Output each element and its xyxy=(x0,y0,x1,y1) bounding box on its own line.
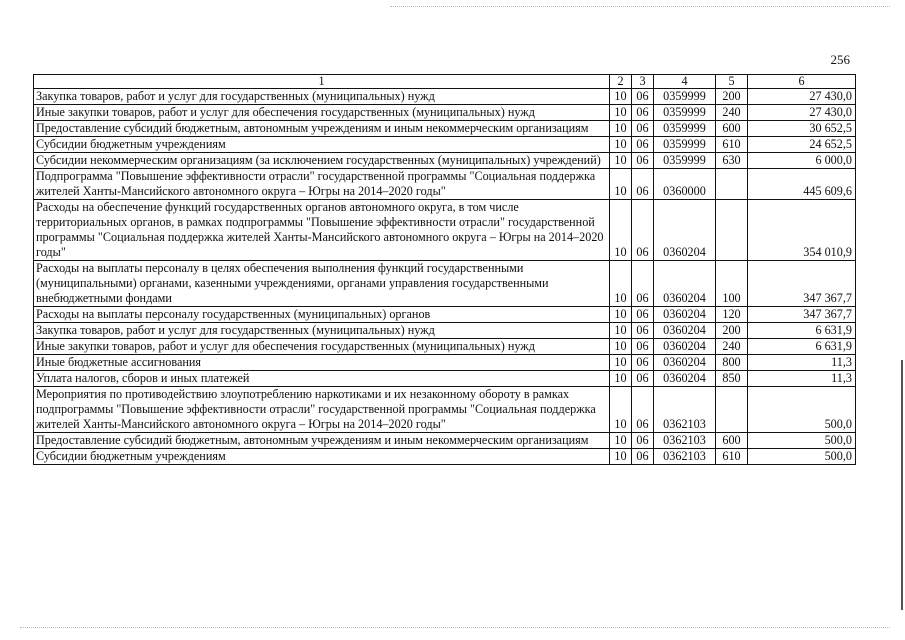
table-row xyxy=(34,449,856,465)
cell-expense-type xyxy=(716,387,748,433)
cell-target-article: 0360204 xyxy=(654,200,716,261)
cell-subsection: 06 xyxy=(632,89,654,105)
cell-amount: 30 652,5 xyxy=(748,121,856,137)
cell-subsection: 06 xyxy=(632,449,654,465)
cell-expense-type: 100 xyxy=(716,261,748,307)
cell-section: 10 xyxy=(610,200,632,261)
cell-subsection: 06 xyxy=(632,323,654,339)
table-row xyxy=(34,339,856,355)
cell-expense-type: 240 xyxy=(716,105,748,121)
cell-expense-type: 610 xyxy=(716,449,748,465)
cell-target-article: 0360204 xyxy=(654,339,716,355)
cell-amount: 354 010,9 xyxy=(748,200,856,261)
cell-section: 10 xyxy=(610,339,632,355)
table-row xyxy=(34,433,856,449)
cell-section: 10 xyxy=(610,89,632,105)
cell-expense-type: 200 xyxy=(716,323,748,339)
column-header: 6 xyxy=(748,75,856,89)
cell-subsection: 06 xyxy=(632,200,654,261)
table-row xyxy=(34,261,856,307)
cell-section: 10 xyxy=(610,307,632,323)
cell-amount: 27 430,0 xyxy=(748,89,856,105)
table-row xyxy=(34,153,856,169)
table-row xyxy=(34,137,856,153)
cell-section: 10 xyxy=(610,323,632,339)
cell-target-article: 0359999 xyxy=(654,153,716,169)
cell-subsection: 06 xyxy=(632,339,654,355)
table-row xyxy=(34,121,856,137)
column-header: 3 xyxy=(632,75,654,89)
cell-section: 10 xyxy=(610,169,632,200)
cell-subsection: 06 xyxy=(632,153,654,169)
cell-description: Расходы на выплаты персоналу в целях обеспечения выполнения функций государственными (муниципальными) органами, казенными учреждениями, органами управления государственными внебюджетными фондами xyxy=(34,261,610,307)
cell-description: Расходы на выплаты персоналу государственных (муниципальных) органов xyxy=(34,307,610,323)
table-row xyxy=(34,355,856,371)
table-row xyxy=(34,200,856,261)
cell-description: Закупка товаров, работ и услуг для государственных (муниципальных) нужд xyxy=(34,323,610,339)
cell-amount: 347 367,7 xyxy=(748,261,856,307)
cell-subsection: 06 xyxy=(632,307,654,323)
cell-expense-type: 850 xyxy=(716,371,748,387)
page-number: 256 xyxy=(830,52,850,67)
cell-expense-type: 240 xyxy=(716,339,748,355)
cell-expense-type xyxy=(716,200,748,261)
cell-expense-type: 630 xyxy=(716,153,748,169)
cell-description: Иные закупки товаров, работ и услуг для обеспечения государственных (муниципальных) нужд xyxy=(34,339,610,355)
cell-amount: 445 609,6 xyxy=(748,169,856,200)
table-row xyxy=(34,371,856,387)
cell-amount: 500,0 xyxy=(748,387,856,433)
cell-subsection: 06 xyxy=(632,105,654,121)
cell-amount: 11,3 xyxy=(748,371,856,387)
cell-target-article: 0362103 xyxy=(654,433,716,449)
cell-target-article: 0362103 xyxy=(654,387,716,433)
cell-description: Субсидии некоммерческим организациям (за исключением государственных (муниципальных) учреждений) xyxy=(34,153,610,169)
cell-expense-type: 200 xyxy=(716,89,748,105)
cell-section: 10 xyxy=(610,355,632,371)
cell-section: 10 xyxy=(610,105,632,121)
cell-subsection: 06 xyxy=(632,387,654,433)
cell-subsection: 06 xyxy=(632,121,654,137)
cell-section: 10 xyxy=(610,137,632,153)
cell-target-article: 0359999 xyxy=(654,121,716,137)
column-header: 2 xyxy=(610,75,632,89)
scan-artifact-bottom xyxy=(20,627,890,629)
cell-description: Предоставление субсидий бюджетным, автономным учреждениям и иным некоммерческим организациям xyxy=(34,433,610,449)
cell-description: Субсидии бюджетным учреждениям xyxy=(34,449,610,465)
cell-target-article: 0359999 xyxy=(654,137,716,153)
cell-amount: 500,0 xyxy=(748,433,856,449)
cell-subsection: 06 xyxy=(632,371,654,387)
column-header: 5 xyxy=(716,75,748,89)
cell-amount: 6 000,0 xyxy=(748,153,856,169)
cell-description: Иные закупки товаров, работ и услуг для обеспечения государственных (муниципальных) нужд xyxy=(34,105,610,121)
cell-subsection: 06 xyxy=(632,355,654,371)
cell-section: 10 xyxy=(610,387,632,433)
cell-amount: 6 631,9 xyxy=(748,323,856,339)
cell-description: Закупка товаров, работ и услуг для государственных (муниципальных) нужд xyxy=(34,89,610,105)
table-body xyxy=(34,89,856,465)
cell-subsection: 06 xyxy=(632,137,654,153)
cell-description: Предоставление субсидий бюджетным, автономным учреждениям и иным некоммерческим организациям xyxy=(34,121,610,137)
cell-section: 10 xyxy=(610,433,632,449)
cell-section: 10 xyxy=(610,449,632,465)
cell-description: Уплата налогов, сборов и иных платежей xyxy=(34,371,610,387)
cell-subsection: 06 xyxy=(632,261,654,307)
cell-section: 10 xyxy=(610,121,632,137)
scan-artifact-top xyxy=(390,6,890,8)
cell-description: Мероприятия по противодействию злоупотреблению наркотиками и их незаконному обороту в рамках подпрограммы "Повышение эффективности отрасли" государственной программы "Социальная поддержка жителей Ханты-Мансийского автономного округа – Югры на 2014–2020 годы" xyxy=(34,387,610,433)
table-row xyxy=(34,387,856,433)
table-header-row xyxy=(34,75,856,89)
table-row xyxy=(34,169,856,200)
cell-target-article: 0359999 xyxy=(654,89,716,105)
cell-section: 10 xyxy=(610,261,632,307)
budget-table xyxy=(33,74,856,465)
cell-target-article: 0360000 xyxy=(654,169,716,200)
column-header: 4 xyxy=(654,75,716,89)
cell-description: Иные бюджетные ассигнования xyxy=(34,355,610,371)
cell-expense-type: 600 xyxy=(716,121,748,137)
cell-expense-type: 800 xyxy=(716,355,748,371)
cell-subsection: 06 xyxy=(632,433,654,449)
cell-subsection: 06 xyxy=(632,169,654,200)
cell-amount: 27 430,0 xyxy=(748,105,856,121)
table-row xyxy=(34,323,856,339)
cell-expense-type: 120 xyxy=(716,307,748,323)
cell-amount: 11,3 xyxy=(748,355,856,371)
cell-amount: 24 652,5 xyxy=(748,137,856,153)
cell-expense-type xyxy=(716,169,748,200)
cell-target-article: 0360204 xyxy=(654,261,716,307)
cell-target-article: 0362103 xyxy=(654,449,716,465)
cell-amount: 347 367,7 xyxy=(748,307,856,323)
cell-expense-type: 600 xyxy=(716,433,748,449)
cell-section: 10 xyxy=(610,153,632,169)
cell-amount: 6 631,9 xyxy=(748,339,856,355)
cell-target-article: 0359999 xyxy=(654,105,716,121)
table-row xyxy=(34,307,856,323)
cell-section: 10 xyxy=(610,371,632,387)
cell-expense-type: 610 xyxy=(716,137,748,153)
column-header: 1 xyxy=(34,75,610,89)
table-row xyxy=(34,105,856,121)
cell-target-article: 0360204 xyxy=(654,307,716,323)
table-row xyxy=(34,89,856,105)
cell-description: Подпрограмма "Повышение эффективности отрасли" государственной программы "Социальная поддержка жителей Ханты-Мансийского автономного округа – Югры на 2014–2020 годы" xyxy=(34,169,610,200)
cell-description: Субсидии бюджетным учреждениям xyxy=(34,137,610,153)
cell-amount: 500,0 xyxy=(748,449,856,465)
cell-target-article: 0360204 xyxy=(654,355,716,371)
scan-artifact-edge xyxy=(901,360,903,610)
cell-target-article: 0360204 xyxy=(654,371,716,387)
cell-description: Расходы на обеспечение функций государственных органов автономного округа, в том числе территориальных органов, в рамках подпрограммы "Повышение эффективности отрасли" государственной программы "Социальная поддержка жителей Ханты-Мансийского автономного округа – Югры на 2014–2020 годы" xyxy=(34,200,610,261)
cell-target-article: 0360204 xyxy=(654,323,716,339)
